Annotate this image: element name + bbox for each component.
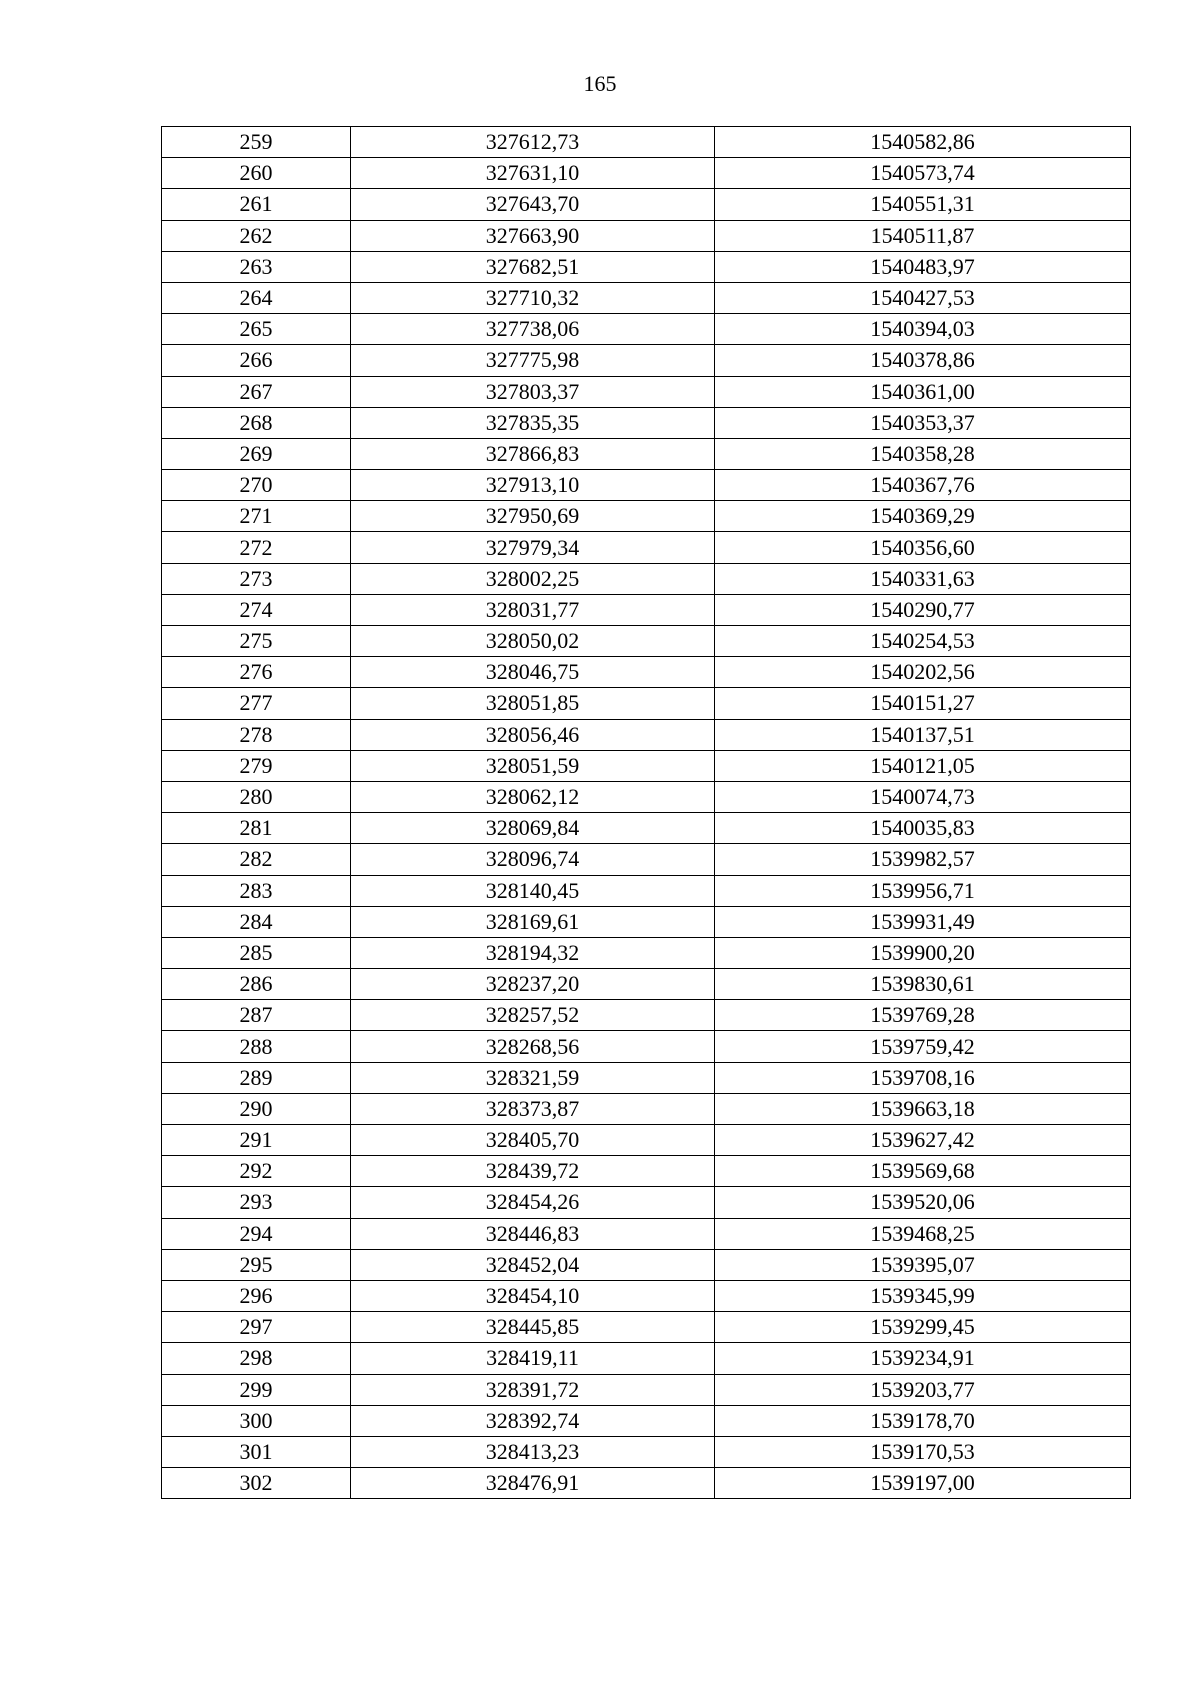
y-coordinate-cell: 1540361,00 — [715, 376, 1131, 407]
point-number-cell: 269 — [162, 438, 351, 469]
point-number-cell: 274 — [162, 594, 351, 625]
point-number-cell: 297 — [162, 1312, 351, 1343]
table-row — [162, 1312, 1131, 1343]
table-row — [162, 1187, 1131, 1218]
point-number-cell: 265 — [162, 314, 351, 345]
table-row — [162, 1468, 1131, 1499]
x-coordinate-cell: 328419,11 — [351, 1343, 715, 1374]
table-row — [162, 1280, 1131, 1311]
y-coordinate-cell: 1539395,07 — [715, 1249, 1131, 1280]
x-coordinate-cell: 328237,20 — [351, 969, 715, 1000]
y-coordinate-cell: 1539520,06 — [715, 1187, 1131, 1218]
point-number-cell: 268 — [162, 407, 351, 438]
x-coordinate-cell: 328439,72 — [351, 1156, 715, 1187]
table-row — [162, 251, 1131, 282]
table-row — [162, 532, 1131, 563]
y-coordinate-cell: 1540353,37 — [715, 407, 1131, 438]
x-coordinate-cell: 328056,46 — [351, 719, 715, 750]
x-coordinate-cell: 328257,52 — [351, 1000, 715, 1031]
x-coordinate-cell: 328051,85 — [351, 688, 715, 719]
y-coordinate-cell: 1539468,25 — [715, 1218, 1131, 1249]
point-number-cell: 262 — [162, 220, 351, 251]
table-row — [162, 1125, 1131, 1156]
point-number-cell: 263 — [162, 251, 351, 282]
table-row — [162, 937, 1131, 968]
y-coordinate-cell: 1540369,29 — [715, 501, 1131, 532]
y-coordinate-cell: 1540582,86 — [715, 127, 1131, 158]
x-coordinate-cell: 328051,59 — [351, 750, 715, 781]
x-coordinate-cell: 328405,70 — [351, 1125, 715, 1156]
table-row — [162, 1156, 1131, 1187]
x-coordinate-cell: 327775,98 — [351, 345, 715, 376]
x-coordinate-cell: 328413,23 — [351, 1436, 715, 1467]
x-coordinate-cell: 328062,12 — [351, 781, 715, 812]
x-coordinate-cell: 328454,26 — [351, 1187, 715, 1218]
table-row — [162, 875, 1131, 906]
point-number-cell: 289 — [162, 1062, 351, 1093]
point-number-cell: 292 — [162, 1156, 351, 1187]
point-number-cell: 283 — [162, 875, 351, 906]
y-coordinate-cell: 1540074,73 — [715, 781, 1131, 812]
y-coordinate-cell: 1540254,53 — [715, 626, 1131, 657]
x-coordinate-cell: 328373,87 — [351, 1093, 715, 1124]
x-coordinate-cell: 328169,61 — [351, 906, 715, 937]
table-row — [162, 376, 1131, 407]
y-coordinate-cell: 1540551,31 — [715, 189, 1131, 220]
y-coordinate-cell: 1540367,76 — [715, 470, 1131, 501]
table-row — [162, 407, 1131, 438]
point-number-cell: 296 — [162, 1280, 351, 1311]
table-row — [162, 345, 1131, 376]
y-coordinate-cell: 1539627,42 — [715, 1125, 1131, 1156]
point-number-cell: 302 — [162, 1468, 351, 1499]
point-number-cell: 282 — [162, 844, 351, 875]
table-row — [162, 158, 1131, 189]
table-row — [162, 220, 1131, 251]
y-coordinate-cell: 1539178,70 — [715, 1405, 1131, 1436]
table-row — [162, 1000, 1131, 1031]
y-coordinate-cell: 1539170,53 — [715, 1436, 1131, 1467]
x-coordinate-cell: 327950,69 — [351, 501, 715, 532]
x-coordinate-cell: 328446,83 — [351, 1218, 715, 1249]
table-row — [162, 906, 1131, 937]
point-number-cell: 285 — [162, 937, 351, 968]
point-number-cell: 272 — [162, 532, 351, 563]
y-coordinate-cell: 1540331,63 — [715, 563, 1131, 594]
table-row — [162, 563, 1131, 594]
x-coordinate-cell: 327835,35 — [351, 407, 715, 438]
table-row — [162, 688, 1131, 719]
table-row — [162, 657, 1131, 688]
x-coordinate-cell: 327612,73 — [351, 127, 715, 158]
y-coordinate-cell: 1539830,61 — [715, 969, 1131, 1000]
point-number-cell: 267 — [162, 376, 351, 407]
table-row — [162, 282, 1131, 313]
x-coordinate-cell: 328452,04 — [351, 1249, 715, 1280]
table-row — [162, 1031, 1131, 1062]
point-number-cell: 281 — [162, 813, 351, 844]
y-coordinate-cell: 1539234,91 — [715, 1343, 1131, 1374]
x-coordinate-cell: 327663,90 — [351, 220, 715, 251]
y-coordinate-cell: 1539900,20 — [715, 937, 1131, 968]
x-coordinate-cell: 327913,10 — [351, 470, 715, 501]
y-coordinate-cell: 1540511,87 — [715, 220, 1131, 251]
point-number-cell: 264 — [162, 282, 351, 313]
table-row — [162, 1218, 1131, 1249]
y-coordinate-cell: 1540358,28 — [715, 438, 1131, 469]
y-coordinate-cell: 1540151,27 — [715, 688, 1131, 719]
point-number-cell: 295 — [162, 1249, 351, 1280]
x-coordinate-cell: 328140,45 — [351, 875, 715, 906]
x-coordinate-cell: 328194,32 — [351, 937, 715, 968]
point-number-cell: 287 — [162, 1000, 351, 1031]
table-row — [162, 969, 1131, 1000]
y-coordinate-cell: 1539299,45 — [715, 1312, 1131, 1343]
y-coordinate-cell: 1539769,28 — [715, 1000, 1131, 1031]
y-coordinate-cell: 1540121,05 — [715, 750, 1131, 781]
point-number-cell: 299 — [162, 1374, 351, 1405]
x-coordinate-cell: 327631,10 — [351, 158, 715, 189]
x-coordinate-cell: 328445,85 — [351, 1312, 715, 1343]
x-coordinate-cell: 328046,75 — [351, 657, 715, 688]
x-coordinate-cell: 327979,34 — [351, 532, 715, 563]
y-coordinate-cell: 1540356,60 — [715, 532, 1131, 563]
y-coordinate-cell: 1539956,71 — [715, 875, 1131, 906]
x-coordinate-cell: 327710,32 — [351, 282, 715, 313]
y-coordinate-cell: 1539759,42 — [715, 1031, 1131, 1062]
point-number-cell: 261 — [162, 189, 351, 220]
table-row — [162, 127, 1131, 158]
y-coordinate-cell: 1539197,00 — [715, 1468, 1131, 1499]
point-number-cell: 288 — [162, 1031, 351, 1062]
table-row — [162, 719, 1131, 750]
table-row — [162, 750, 1131, 781]
y-coordinate-cell: 1539203,77 — [715, 1374, 1131, 1405]
y-coordinate-cell: 1540137,51 — [715, 719, 1131, 750]
y-coordinate-cell: 1540394,03 — [715, 314, 1131, 345]
point-number-cell: 276 — [162, 657, 351, 688]
table-row — [162, 1374, 1131, 1405]
table-row — [162, 1249, 1131, 1280]
point-number-cell: 291 — [162, 1125, 351, 1156]
table-row — [162, 1343, 1131, 1374]
x-coordinate-cell: 328268,56 — [351, 1031, 715, 1062]
table-row — [162, 438, 1131, 469]
coordinates-table — [161, 126, 1131, 1499]
x-coordinate-cell: 328031,77 — [351, 594, 715, 625]
y-coordinate-cell: 1539345,99 — [715, 1280, 1131, 1311]
x-coordinate-cell: 328476,91 — [351, 1468, 715, 1499]
point-number-cell: 279 — [162, 750, 351, 781]
point-number-cell: 301 — [162, 1436, 351, 1467]
y-coordinate-cell: 1540573,74 — [715, 158, 1131, 189]
table-row — [162, 626, 1131, 657]
table-row — [162, 781, 1131, 812]
point-number-cell: 270 — [162, 470, 351, 501]
point-number-cell: 280 — [162, 781, 351, 812]
x-coordinate-cell: 328002,25 — [351, 563, 715, 594]
point-number-cell: 284 — [162, 906, 351, 937]
x-coordinate-cell: 328392,74 — [351, 1405, 715, 1436]
table-row — [162, 501, 1131, 532]
y-coordinate-cell: 1539982,57 — [715, 844, 1131, 875]
point-number-cell: 266 — [162, 345, 351, 376]
point-number-cell: 260 — [162, 158, 351, 189]
x-coordinate-cell: 328069,84 — [351, 813, 715, 844]
point-number-cell: 277 — [162, 688, 351, 719]
point-number-cell: 271 — [162, 501, 351, 532]
x-coordinate-cell: 327643,70 — [351, 189, 715, 220]
point-number-cell: 286 — [162, 969, 351, 1000]
y-coordinate-cell: 1540427,53 — [715, 282, 1131, 313]
x-coordinate-cell: 327682,51 — [351, 251, 715, 282]
point-number-cell: 259 — [162, 127, 351, 158]
x-coordinate-cell: 328050,02 — [351, 626, 715, 657]
point-number-cell: 275 — [162, 626, 351, 657]
y-coordinate-cell: 1540290,77 — [715, 594, 1131, 625]
y-coordinate-cell: 1539663,18 — [715, 1093, 1131, 1124]
coordinates-table-body — [162, 127, 1131, 1499]
y-coordinate-cell: 1539708,16 — [715, 1062, 1131, 1093]
x-coordinate-cell: 327803,37 — [351, 376, 715, 407]
point-number-cell: 298 — [162, 1343, 351, 1374]
point-number-cell: 293 — [162, 1187, 351, 1218]
x-coordinate-cell: 327738,06 — [351, 314, 715, 345]
x-coordinate-cell: 328321,59 — [351, 1062, 715, 1093]
x-coordinate-cell: 327866,83 — [351, 438, 715, 469]
point-number-cell: 294 — [162, 1218, 351, 1249]
y-coordinate-cell: 1540202,56 — [715, 657, 1131, 688]
table-row — [162, 314, 1131, 345]
y-coordinate-cell: 1539569,68 — [715, 1156, 1131, 1187]
point-number-cell: 300 — [162, 1405, 351, 1436]
table-row — [162, 1405, 1131, 1436]
y-coordinate-cell: 1540035,83 — [715, 813, 1131, 844]
x-coordinate-cell: 328454,10 — [351, 1280, 715, 1311]
page-number: 165 — [583, 71, 617, 96]
table-row — [162, 1062, 1131, 1093]
table-row — [162, 189, 1131, 220]
y-coordinate-cell: 1540483,97 — [715, 251, 1131, 282]
table-row — [162, 470, 1131, 501]
table-row — [162, 1093, 1131, 1124]
point-number-cell: 278 — [162, 719, 351, 750]
table-row — [162, 844, 1131, 875]
point-number-cell: 273 — [162, 563, 351, 594]
point-number-cell: 290 — [162, 1093, 351, 1124]
y-coordinate-cell: 1540378,86 — [715, 345, 1131, 376]
table-row — [162, 813, 1131, 844]
table-row — [162, 594, 1131, 625]
x-coordinate-cell: 328391,72 — [351, 1374, 715, 1405]
y-coordinate-cell: 1539931,49 — [715, 906, 1131, 937]
x-coordinate-cell: 328096,74 — [351, 844, 715, 875]
table-row — [162, 1436, 1131, 1467]
